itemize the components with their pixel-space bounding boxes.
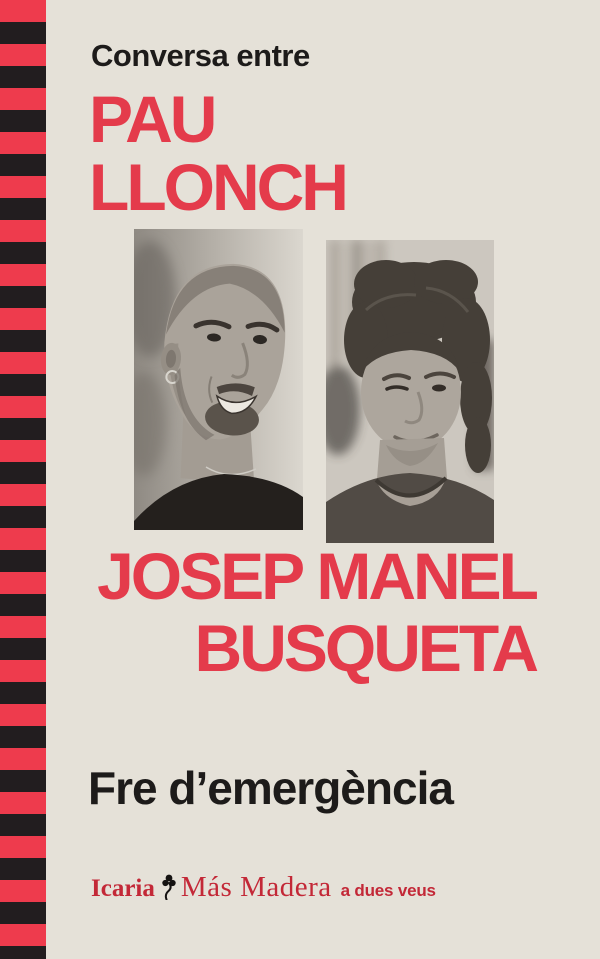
collection-name-mas-madera: Más Madera	[180, 871, 332, 903]
cover-kicker: Conversa entre	[91, 38, 310, 73]
portrait-photo-josep-manel-busqueta	[326, 240, 494, 543]
publisher-line	[91, 871, 436, 904]
author-top-line1: PAU	[89, 82, 215, 156]
author-name-josep-manel-busqueta	[97, 540, 536, 684]
icaria-plant-sprout-icon	[162, 874, 176, 905]
book-title: Fre d’emergència	[88, 762, 453, 814]
author-bottom-line2: BUSQUETA	[194, 611, 536, 685]
publisher-name-icaria: Icaria	[91, 875, 155, 902]
striped-spine-decoration	[0, 0, 46, 959]
author-top-line2: LLONCH	[89, 150, 346, 224]
portrait-photo-pau-llonch	[134, 229, 303, 530]
author-name-pau-llonch	[89, 82, 346, 224]
author-bottom-line1: JOSEP MANEL	[97, 539, 536, 613]
series-name-a-dues-veus: a dues veus	[340, 881, 436, 900]
